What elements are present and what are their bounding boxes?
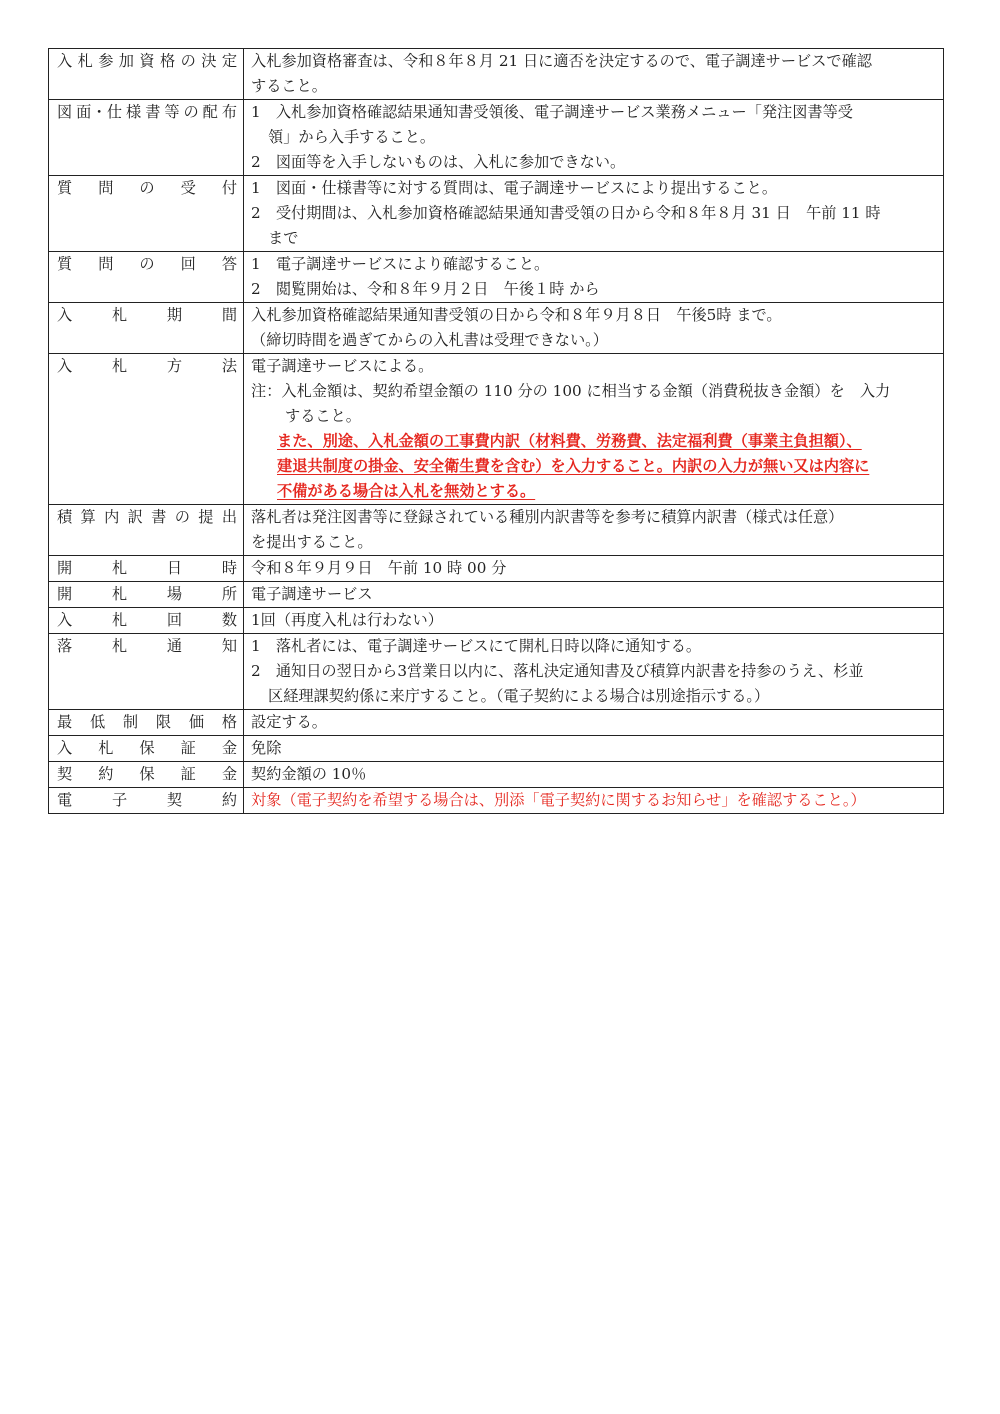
row-label: 図面･仕様書等の配布 (49, 100, 244, 176)
table-row (49, 303, 944, 354)
content-line: 契約金額の 10％ (251, 765, 367, 783)
content-line: 区経理課契約係に来庁すること。（電子契約による場合は別途指示する。） (268, 687, 770, 705)
row-content (244, 354, 944, 505)
content-line: 2 閲覧開始は、令和８年９月２日 午後１時 から (251, 280, 600, 298)
content-line: を提出すること。 (251, 533, 373, 551)
content-line: まで (268, 229, 299, 247)
content-line: 1回（再度入札は行わない） (251, 611, 443, 629)
table-row (49, 582, 944, 608)
content-line: 注：入札金額は、契約希望金額の 110 分の 100 に相当する金額（消費税抜き金額）を 入力 (251, 382, 891, 400)
row-content (244, 252, 944, 303)
row-label: 入札期間 (49, 303, 244, 354)
content-line: 1 図面・仕様書等に対する質問は、電子調達サービスにより提出すること。 (251, 179, 778, 197)
content-line: 1 入札参加資格確認結果通知書受領後、電子調達サービス業務メニュー「発注図書等受 (251, 103, 853, 121)
row-label: 開札場所 (49, 582, 244, 608)
row-content (244, 303, 944, 354)
content-line: 入札参加資格確認結果通知書受領の日から令和８年９月８日 午後5時 まで。 (251, 306, 782, 324)
table-row (49, 788, 944, 814)
row-content (244, 710, 944, 736)
table-row (49, 354, 944, 505)
content-line: （締切時間を過ぎてからの入札書は受理できない。） (251, 331, 608, 349)
row-label: 入札保証金 (49, 736, 244, 762)
content-line: 落札者は発注図書等に登録されている種別内訳書等を参考に積算内訳書（様式は任意） (251, 508, 844, 526)
content-line: 2 図面等を入手しないものは、入札に参加できない。 (251, 153, 626, 171)
table-row (49, 556, 944, 582)
content-line: 2 通知日の翌日から3営業日以内に、落札決定通知書及び積算内訳書を持参のうえ、杉並 (251, 662, 864, 680)
row-label: 質問の回答 (49, 252, 244, 303)
table-row (49, 710, 944, 736)
row-label: 入札参加資格の決定 (49, 49, 244, 100)
table-row (49, 608, 944, 634)
red-notice-line: 建退共制度の掛金、安全衛生費を含む）を入力すること。内訳の入力が無い又は内容に (277, 457, 870, 475)
row-label: 入札回数 (49, 608, 244, 634)
row-content (244, 788, 944, 814)
content-line: 令和８年９月９日 午前 10 時 00 分 (251, 559, 507, 577)
content-line: 入札参加資格審査は、令和８年８月 21 日に適否を決定するので、電子調達サービスで確認 (251, 52, 872, 70)
row-content (244, 736, 944, 762)
content-line: 領」から入手すること。 (268, 128, 436, 146)
red-notice-line: 不備がある場合は入札を無効とする。 (277, 482, 536, 500)
content-line: 電子調達サービスによる。 (251, 357, 434, 375)
table-row (49, 176, 944, 252)
row-label: 入札方法 (49, 354, 244, 505)
row-content (244, 556, 944, 582)
content-line: すること。 (251, 77, 327, 95)
content-line: 1 電子調達サービスにより確認すること。 (251, 255, 550, 273)
bid-conditions-table (48, 48, 944, 814)
table-row (49, 505, 944, 556)
table-row (49, 100, 944, 176)
content-line: 電子調達サービス (251, 585, 373, 603)
row-content (244, 49, 944, 100)
table-row (49, 49, 944, 100)
row-label: 電子契約 (49, 788, 244, 814)
content-line: 免除 (251, 739, 282, 757)
row-label: 開札日時 (49, 556, 244, 582)
content-line: すること。 (285, 407, 361, 425)
row-content (244, 505, 944, 556)
row-content (244, 762, 944, 788)
row-content (244, 176, 944, 252)
content-line: 2 受付期間は、入札参加資格確認結果通知書受領の日から令和８年８月 31 日 午前 11 時 (251, 204, 881, 222)
row-label: 最低制限価格 (49, 710, 244, 736)
row-label: 質問の受付 (49, 176, 244, 252)
table-row (49, 252, 944, 303)
content-line: 対象（電子契約を希望する場合は、別添「電子契約に関するお知らせ」を確認すること。） (251, 791, 866, 809)
red-notice-line: また、別途、入札金額の工事費内訳（材料費、労務費、法定福利費（事業主負担額）、 (277, 432, 862, 450)
row-content (244, 100, 944, 176)
row-label: 契約保証金 (49, 762, 244, 788)
row-label: 積算内訳書の提出 (49, 505, 244, 556)
content-line: 1 落札者には、電子調達サービスにて開札日時以降に通知する。 (251, 637, 702, 655)
row-content (244, 582, 944, 608)
table-row (49, 736, 944, 762)
row-content (244, 608, 944, 634)
content-line: 設定する。 (251, 713, 327, 731)
row-content (244, 634, 944, 710)
table-row (49, 762, 944, 788)
table-row (49, 634, 944, 710)
row-label: 落札通知 (49, 634, 244, 710)
